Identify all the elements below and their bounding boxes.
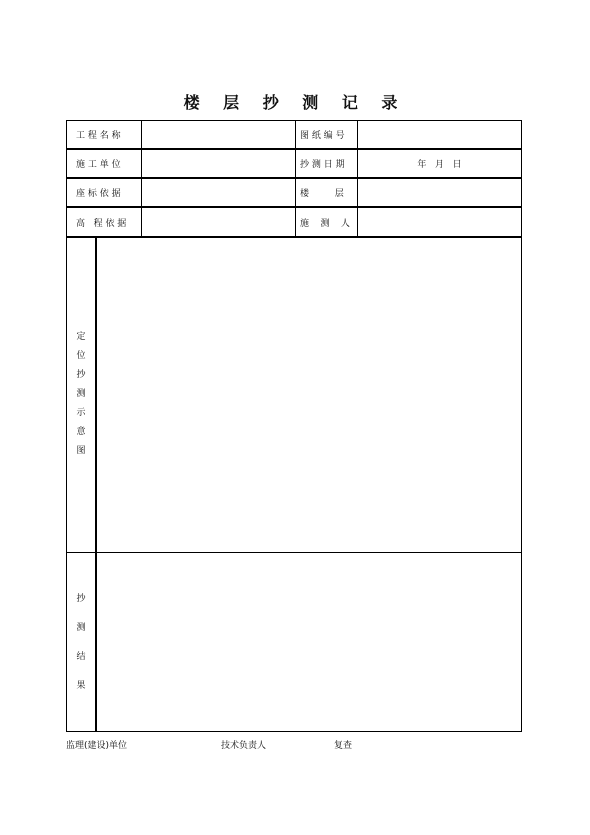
drawing-number-label: 图 纸 编 号: [300, 130, 345, 141]
elevation-basis-field[interactable]: [142, 208, 295, 236]
positioning-sketch-label: 定 位 抄 测 示 意 图: [76, 332, 86, 456]
elevation-basis-label: 高 程 依 据: [76, 218, 127, 229]
project-name-label: 工 程 名 称: [76, 130, 121, 141]
construction-unit-label: 施 工 单 位: [76, 159, 121, 170]
survey-date-field[interactable]: 年 月 日: [417, 159, 462, 170]
surveyor-label: 施 测 人: [300, 218, 350, 229]
technical-lead-label: 技术负责人: [221, 741, 267, 751]
survey-record-form: [66, 120, 522, 732]
surveyor-field[interactable]: [358, 208, 521, 236]
column-divider: [295, 120, 296, 237]
form-title: 楼 层 抄 测 记 录: [183, 93, 407, 112]
floor-field[interactable]: [358, 178, 521, 206]
positioning-sketch-area[interactable]: [97, 238, 521, 551]
survey-date-label: 抄 测 日 期: [300, 159, 345, 170]
survey-results-area[interactable]: [97, 554, 521, 730]
drawing-number-field[interactable]: [358, 120, 521, 148]
survey-results-label: 抄 测 结 果: [76, 593, 86, 691]
floor-label: 楼 层: [300, 188, 344, 199]
coordinate-basis-label: 座 标 依 据: [76, 188, 121, 199]
coordinate-basis-field[interactable]: [142, 178, 295, 206]
construction-unit-field[interactable]: [142, 149, 295, 177]
project-name-field[interactable]: [142, 120, 295, 148]
review-label: 复查: [334, 741, 353, 751]
section-divider: [66, 552, 522, 553]
supervision-unit-label: 监理(建设)单位: [66, 741, 128, 751]
